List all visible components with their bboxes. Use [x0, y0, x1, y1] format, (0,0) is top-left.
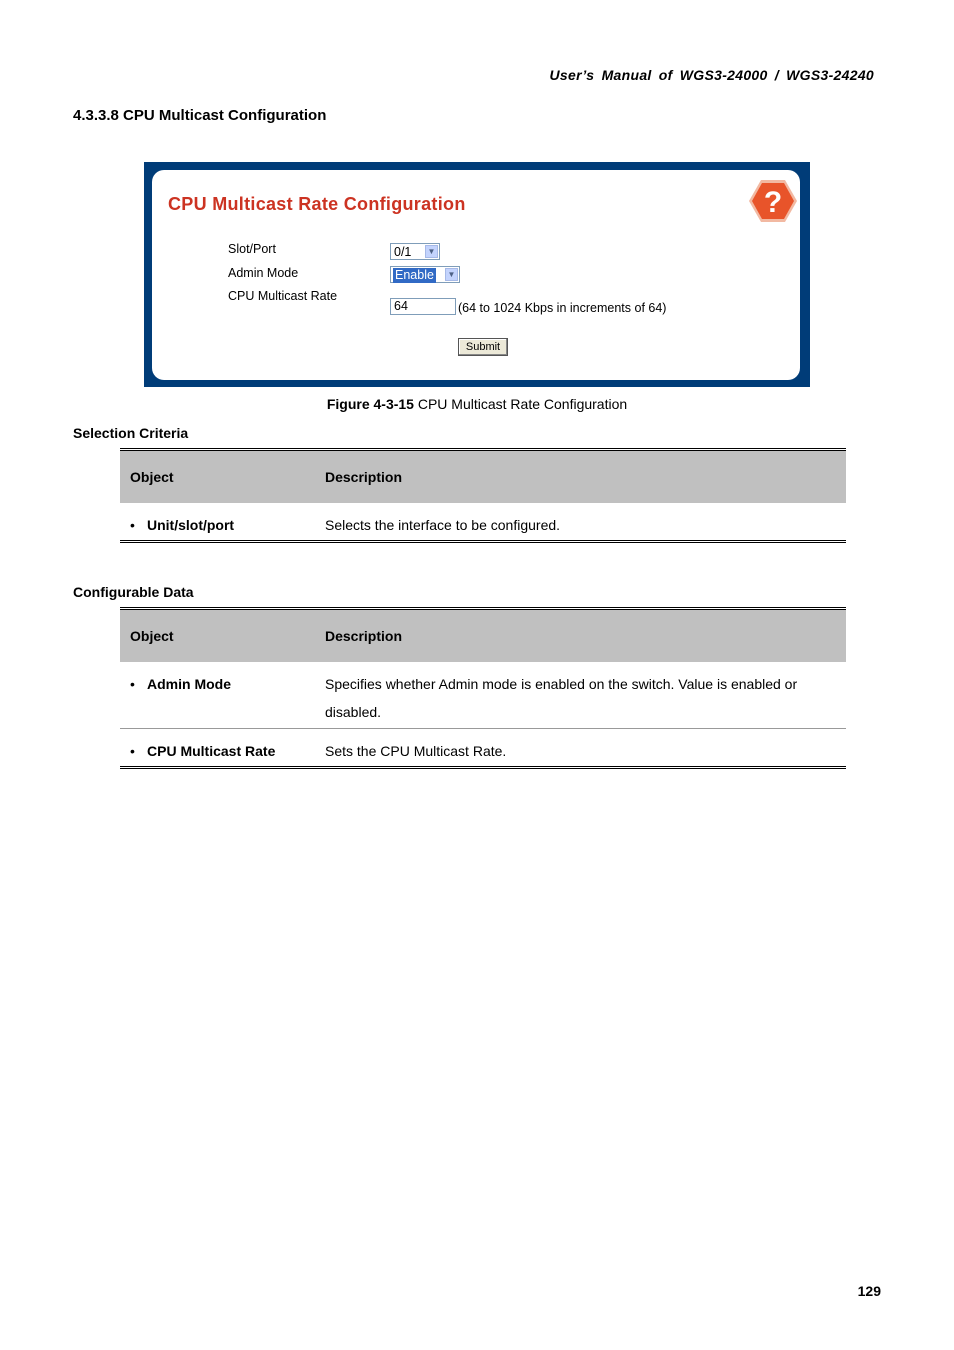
table-row — [120, 503, 846, 542]
chevron-down-icon[interactable]: ▼ — [445, 268, 458, 281]
page-number: 129 — [857, 1283, 881, 1299]
svg-text:?: ? — [763, 186, 783, 219]
column-header-description: Description — [313, 609, 846, 662]
slot-port-value: 0/1 — [394, 245, 412, 259]
slot-port-label: Slot/Port — [228, 242, 276, 256]
bullet-icon: • — [130, 675, 135, 692]
figure-caption-text: CPU Multicast Rate Configuration — [413, 396, 628, 412]
configurable-data-table — [120, 607, 846, 769]
row-description-line-2: disabled. — [325, 703, 382, 720]
slot-port-select[interactable] — [390, 243, 440, 260]
table-row — [120, 728, 846, 767]
row-description-line-1: Specifies whether Admin mode is enabled on the switch. Value is enabled or — [325, 675, 798, 692]
row-description — [313, 662, 846, 729]
submit-button[interactable]: Submit — [458, 338, 508, 356]
row-object: Unit/slot/port — [147, 516, 235, 533]
chevron-down-icon[interactable]: ▼ — [425, 245, 438, 258]
question-mark-icon[interactable] — [748, 178, 798, 224]
row-description: Sets the CPU Multicast Rate. — [325, 742, 507, 759]
screenshot-panel — [152, 170, 800, 380]
column-header-object: Object — [120, 450, 313, 503]
admin-mode-label: Admin Mode — [228, 266, 299, 280]
column-header-description: Description — [313, 450, 846, 503]
section-heading: 4.3.3.8 CPU Multicast Configuration — [73, 107, 327, 124]
table-row — [120, 662, 846, 729]
screenshot-frame — [144, 162, 810, 387]
bullet-icon: • — [130, 516, 135, 533]
row-object: Admin Mode — [147, 675, 231, 692]
screenshot-title: CPU Multicast Rate Configuration — [168, 194, 466, 214]
selection-criteria-heading: Selection Criteria — [73, 425, 189, 441]
figure-label: Figure 4-3-15 — [326, 396, 414, 412]
row-object: CPU Multicast Rate — [147, 742, 276, 759]
row-description: Selects the interface to be configured. — [325, 516, 561, 533]
cpu-multicast-rate-label: CPU Multicast Rate — [228, 289, 338, 303]
bullet-icon: • — [130, 742, 135, 759]
figure-caption — [0, 396, 954, 412]
cpu-multicast-rate-input[interactable]: 64 — [390, 298, 456, 315]
admin-mode-select[interactable] — [390, 266, 460, 283]
selection-criteria-table — [120, 448, 846, 543]
configurable-data-heading: Configurable Data — [73, 584, 194, 600]
column-header-object: Object — [120, 609, 313, 662]
running-header: User’s Manual of WGS3-24000 / WGS3-24240 — [549, 67, 874, 83]
admin-mode-value: Enable — [395, 268, 434, 282]
rate-hint: (64 to 1024 Kbps in increments of 64) — [458, 301, 667, 315]
